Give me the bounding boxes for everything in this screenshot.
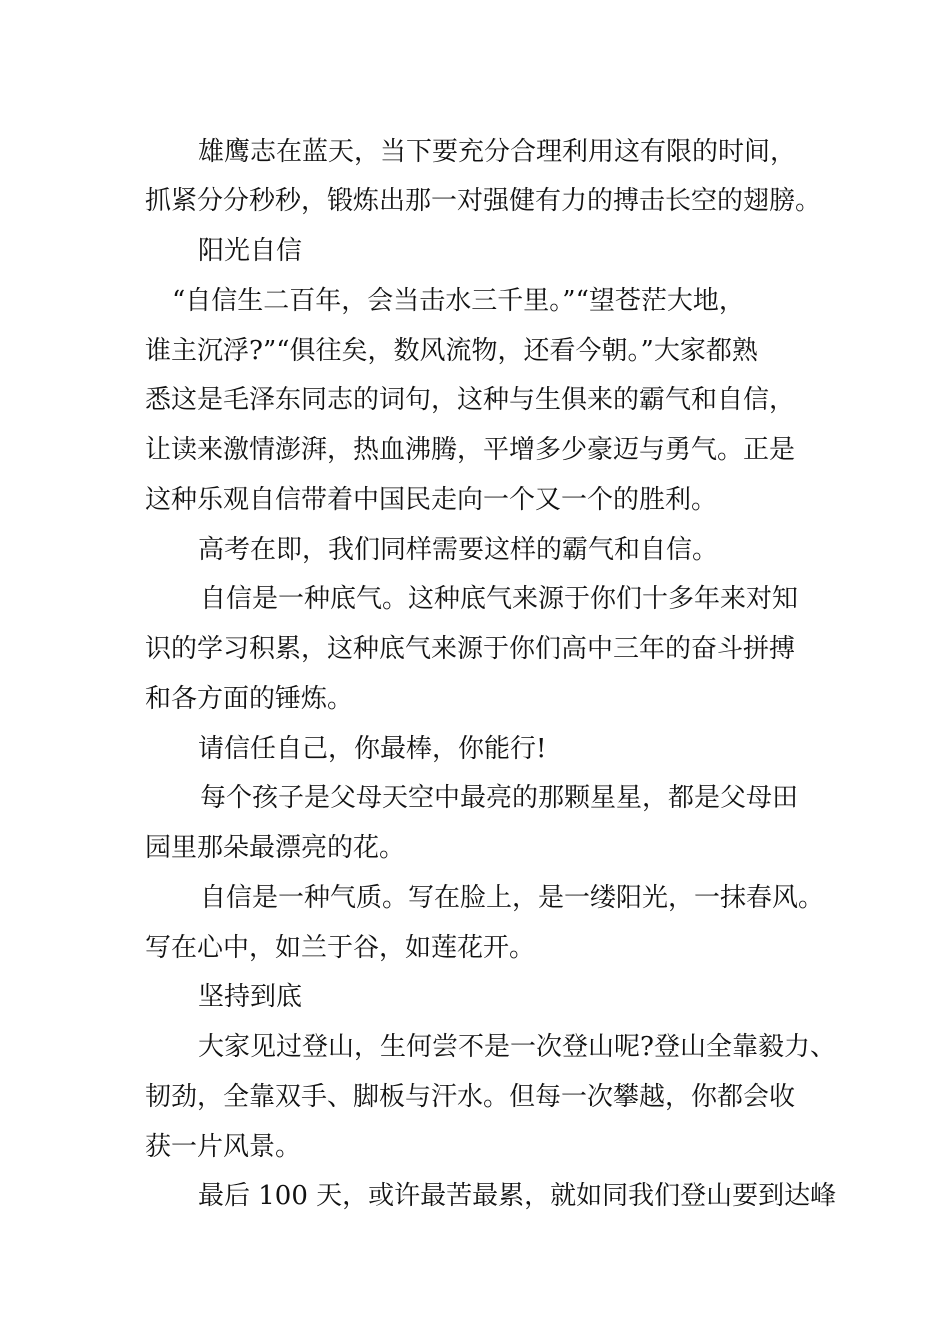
text-line: 让读来激情澎湃，热血沸腾，平增多少豪迈与勇气。正是 bbox=[145, 435, 796, 465]
text-line: 识的学习积累，这种底气来源于你们高中三年的奋斗拼搏 bbox=[145, 634, 796, 664]
section-heading: 坚持到底 bbox=[198, 982, 303, 1012]
text-line: 悉这是毛泽东同志的词句，这种与生俱来的霸气和自信， bbox=[145, 385, 796, 415]
text-line: 园里那朵最漂亮的花。 bbox=[145, 833, 406, 863]
text-line: 大家见过登山，生何尝不是一次登山呢?登山全靠毅力、 bbox=[198, 1032, 836, 1062]
text-line: 获一片风景。 bbox=[145, 1132, 302, 1162]
text-line: 自信是一种底气。这种底气来源于你们十多年来对知 bbox=[200, 584, 799, 614]
text-line: 谁主沉浮?”“俱往矣，数风流物，还看今朝。”大家都熟 bbox=[145, 336, 758, 366]
text-line: 这种乐观自信带着中国民走向一个又一个的胜利。 bbox=[145, 485, 718, 515]
text-line: 抓紧分分秒秒，锻炼出那一对强健有力的搏击长空的翅膀。 bbox=[145, 186, 822, 216]
text-line: 请信任自己，你最棒，你能行! bbox=[198, 734, 547, 764]
text-line: 最后 100 天，或许最苦最累，就如同我们登山要到达峰 bbox=[198, 1181, 837, 1211]
text-line: 高考在即，我们同样需要这样的霸气和自信。 bbox=[198, 535, 719, 565]
text-line: 自信是一种气质。写在脸上，是一缕阳光，一抹春风。 bbox=[200, 883, 825, 913]
text-line: 和各方面的锤炼。 bbox=[145, 684, 354, 714]
text-line: 雄鹰志在蓝天，当下要充分合理利用这有限的时间， bbox=[198, 137, 797, 167]
section-heading: 阳光自信 bbox=[198, 236, 303, 266]
text-line: 韧劲，全靠双手、脚板与汗水。但每一次攀越，你都会收 bbox=[145, 1082, 796, 1112]
text-line: “自信生二百年，会当击水三千里。”“望苍茫大地， bbox=[172, 286, 745, 316]
text-line: 每个孩子是父母天空中最亮的那颗星星，都是父母田 bbox=[200, 783, 799, 813]
text-line: 写在心中，如兰于谷，如莲花开。 bbox=[145, 933, 536, 963]
